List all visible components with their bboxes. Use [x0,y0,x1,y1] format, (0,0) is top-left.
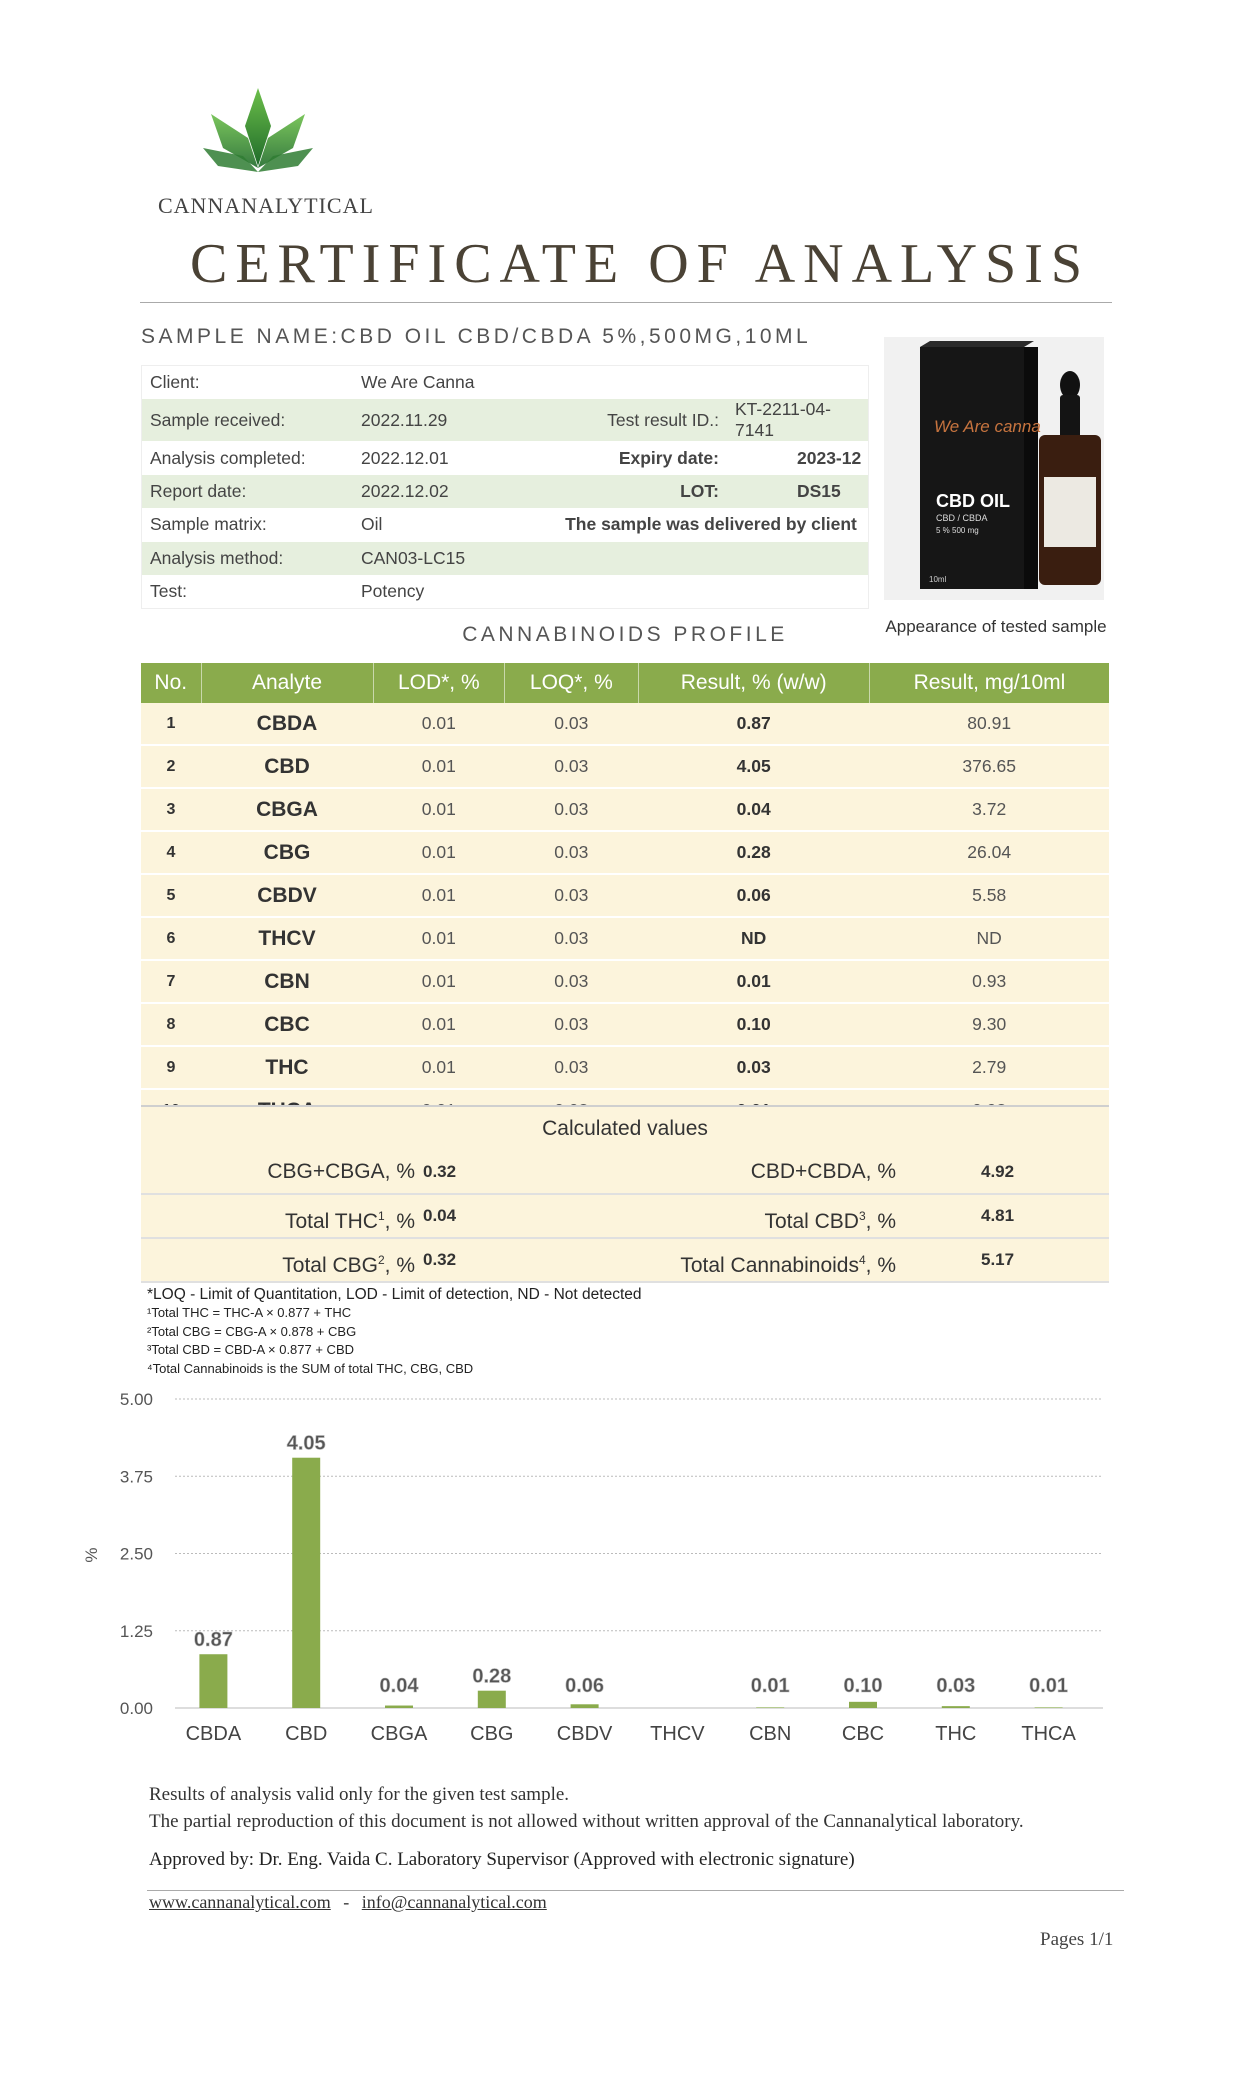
data-label: 4.05 [286,1432,326,1455]
website-link[interactable]: www.cannanalytical.com [149,1892,331,1912]
row-loq: 0.03 [505,831,638,874]
row-no: 1 [141,703,201,745]
total-thc-label: Total THC$^1$, % [284,1209,415,1233]
header-result-pct: Result, % (w/w) [638,663,869,703]
received-value: 2022.11.29 [361,409,448,430]
row-analyte: CBN [201,960,373,1003]
cannabinoids-formula: ⁴Total Cannabinoids is the SUM of total THC, CBG, CBD [147,1360,474,1376]
table-row [141,874,1109,917]
x-tick-label: CBC [841,1723,885,1745]
y-tick-label: 1.25 [119,1621,153,1641]
row-mg: 3.72 [869,788,1109,831]
y-axis-label: % [82,1547,101,1563]
cannanalytical-logo-icon [203,86,313,186]
x-tick-label: CBDV [556,1723,613,1745]
bar-cbd [292,1458,320,1708]
email-link[interactable]: info@cannanalytical.com [361,1892,547,1912]
row-analyte: CBDV [201,874,373,917]
lot-value: DS15 [797,480,841,501]
y-tick-label: 2.50 [119,1544,153,1564]
table-header-row [141,663,1109,703]
row-result: 0.28 [638,831,869,874]
bar-cbda [199,1654,227,1708]
row-lod: 0.01 [373,703,505,745]
x-tick-label: CBD [285,1723,328,1745]
total-cbd-value: 4.81 [981,1206,1015,1225]
header-result-mg: Result, mg/10ml [869,663,1109,703]
product-name: CBD OIL [936,491,1010,511]
expiry-label: Expiry date: [618,447,719,468]
product-caption: Appearance of tested sample [885,617,1107,636]
method-label: Analysis method: [150,547,284,568]
loq-note: *LOQ - Limit of Quantitation, LOD - Limit of detection, ND - Not detected [147,1286,642,1303]
row-loq: 0.03 [505,917,638,960]
table-row [141,917,1109,960]
row-no: 9 [141,1046,201,1089]
row-lod: 0.01 [373,831,505,874]
table-row [141,1046,1109,1089]
x-tick-label: CBDA [185,1723,242,1745]
data-label: 0.10 [843,1675,883,1697]
row-mg: 80.91 [869,703,1109,745]
cbg-formula: ²Total CBG = CBG-A × 0.878 + CBG [147,1323,357,1339]
table-row [141,788,1109,831]
total-cannabinoids-label: Total Cannabinoids$^4$, % [680,1253,896,1277]
calc-row [141,1195,1109,1239]
product-image [884,337,1104,600]
data-label: 0.01 [750,1675,790,1697]
cbd-cbda-label: CBD+CBDA, % [750,1160,896,1183]
test-value: Potency [361,581,425,602]
product-strength: 5 % 500 mg [936,526,979,535]
bar-cbn [756,1707,784,1708]
test-label: Test: [150,581,187,602]
row-analyte: CBD [201,745,373,788]
row-result: 0.06 [638,874,869,917]
row-result: 0.87 [638,703,869,745]
approved-by: Approved by: Dr. Eng. Vaida C. Laboratory Supervisor (Approved with electronic signature) [149,1849,855,1870]
calculated-values-title: Calculated values [141,1105,1109,1153]
row-mg: 0.93 [869,960,1109,1003]
sample-info-table [141,365,869,609]
row-lod: 0.01 [373,1003,505,1046]
row-no: 8 [141,1003,201,1046]
total-cbg-label: Total CBG$^2$, % [282,1253,415,1277]
report-value: 2022.12.02 [361,480,449,501]
row-lod: 0.01 [373,874,505,917]
calc-row [141,1239,1109,1283]
table-row [141,1003,1109,1046]
link-separator: - [343,1892,350,1912]
row-lod: 0.01 [373,788,505,831]
valid-note: Results of analysis valid only for the given test sample. [149,1784,570,1805]
client-label: Client: [150,372,200,393]
x-tick-label: THCV [650,1723,705,1745]
y-tick-label: 0.00 [119,1699,153,1718]
cbd-cbda-value: 4.92 [981,1162,1015,1181]
thc-formula: ¹Total THC = THC-A × 0.877 + THC [147,1305,352,1320]
data-label: 0.04 [379,1675,419,1697]
page-number: Pages 1/1 [1040,1929,1114,1950]
cbg-cbga-label: CBG+CBGA, % [267,1160,415,1183]
row-lod: 0.01 [373,1046,505,1089]
row-loq: 0.03 [505,960,638,1003]
row-loq: 0.03 [505,1003,638,1046]
row-loq: 0.03 [505,1046,638,1089]
bar-cbc [849,1702,877,1708]
report-label: Report date: [150,480,247,501]
y-tick-label: 3.75 [119,1467,153,1487]
completed-label: Analysis completed: [150,447,306,468]
matrix-value: Oil [361,514,383,535]
bar-cbga [385,1706,413,1708]
cannabinoids-bar-chart [0,1385,1247,1755]
row-loq: 0.03 [505,703,638,745]
row-lod: 0.01 [373,917,505,960]
completed-value: 2022.12.01 [361,447,449,468]
product-sub: CBD / CBDA [936,513,988,523]
total-cannabinoids-value: 5.17 [981,1250,1015,1269]
title-divider [140,302,1112,303]
row-result: 4.05 [638,745,869,788]
client-value: We Are Canna [361,372,475,393]
row-mg: 376.65 [869,745,1109,788]
data-label: 0.01 [1029,1675,1069,1697]
logo-text: CANNANALYTICAL [158,193,374,218]
cannabinoids-table [141,663,1109,1133]
received-label: Sample received: [150,409,286,430]
row-loq: 0.03 [505,745,638,788]
table-row [141,703,1109,745]
x-tick-label: THC [935,1723,977,1745]
lot-label: LOT: [680,480,719,501]
reproduction-note: The partial reproduction of this document is not allowed without written approval of the Cannanalytical laboratory. [149,1811,1024,1832]
table-row [141,960,1109,1003]
x-tick-label: CBGA [370,1723,428,1745]
footer-links [149,1892,547,1913]
footer-notes [149,1781,1024,1835]
row-mg: 26.04 [869,831,1109,874]
row-no: 5 [141,874,201,917]
header-lod: LOD*, % [373,663,505,703]
cbd-formula: ³Total CBD = CBD-A × 0.877 + CBD [147,1342,355,1357]
row-no: 3 [141,788,201,831]
data-label: 0.06 [565,1675,605,1697]
row-result: 0.10 [638,1003,869,1046]
method-value: CAN03-LC15 [361,547,466,568]
header-no: No. [141,663,201,703]
row-analyte: CBC [201,1003,373,1046]
row-mg: 5.58 [869,874,1109,917]
row-result: 0.01 [638,960,869,1003]
product-brand: We Are canna [934,417,1041,436]
data-label: 0.03 [936,1675,976,1697]
x-tick-label: THCA [1021,1723,1076,1745]
page-title: CERTIFICATE OF ANALYSIS [190,233,1090,295]
delivered-note: The sample was delivered by client [565,514,857,535]
row-mg: 9.30 [869,1003,1109,1046]
cbg-cbga-value: 0.32 [423,1162,457,1181]
bar-thca [1035,1707,1063,1708]
expiry-value: 2023-12 [797,447,862,468]
bar-cbdv [571,1704,599,1708]
bar-cbg [478,1691,506,1708]
row-lod: 0.01 [373,745,505,788]
table-row [141,831,1109,874]
row-no: 2 [141,745,201,788]
bar-thc [942,1706,970,1708]
row-result: ND [638,917,869,960]
row-result: 0.04 [638,788,869,831]
matrix-label: Sample matrix: [150,514,267,535]
footnotes [147,1285,642,1378]
data-label: 0.87 [193,1629,233,1652]
sample-name: SAMPLE NAME:CBD OIL CBD/CBDA 5%,500MG,10ML [141,325,812,348]
total-thc-value: 0.04 [423,1206,457,1225]
total-cbd-label: Total CBD$^3$, % [764,1209,896,1233]
row-analyte: THC [201,1046,373,1089]
row-analyte: CBDA [201,703,373,745]
product-volume: 10ml [929,575,947,584]
y-tick-label: 5.00 [119,1390,153,1409]
x-tick-label: CBN [749,1723,792,1745]
row-analyte: THCV [201,917,373,960]
test-id-value: KT-2211-04-7141 [735,399,831,441]
row-no: 7 [141,960,201,1003]
row-mg: 2.79 [869,1046,1109,1089]
row-no: 4 [141,831,201,874]
footer-divider [147,1890,1124,1891]
total-cbg-value: 0.32 [423,1250,457,1269]
row-loq: 0.03 [505,788,638,831]
x-tick-label: CBG [470,1723,514,1745]
row-analyte: CBG [201,831,373,874]
header-loq: LOQ*, % [505,663,638,703]
calc-row [141,1151,1109,1195]
row-no: 6 [141,917,201,960]
row-lod: 0.01 [373,960,505,1003]
row-mg: ND [869,917,1109,960]
table-row [141,745,1109,788]
row-result: 0.03 [638,1046,869,1089]
header-analyte: Analyte [201,663,373,703]
profile-title: CANNABINOIDS PROFILE [462,623,788,646]
test-id-label: Test result ID.: [607,409,719,430]
row-analyte: CBGA [201,788,373,831]
row-loq: 0.03 [505,874,638,917]
data-label: 0.28 [472,1665,512,1688]
